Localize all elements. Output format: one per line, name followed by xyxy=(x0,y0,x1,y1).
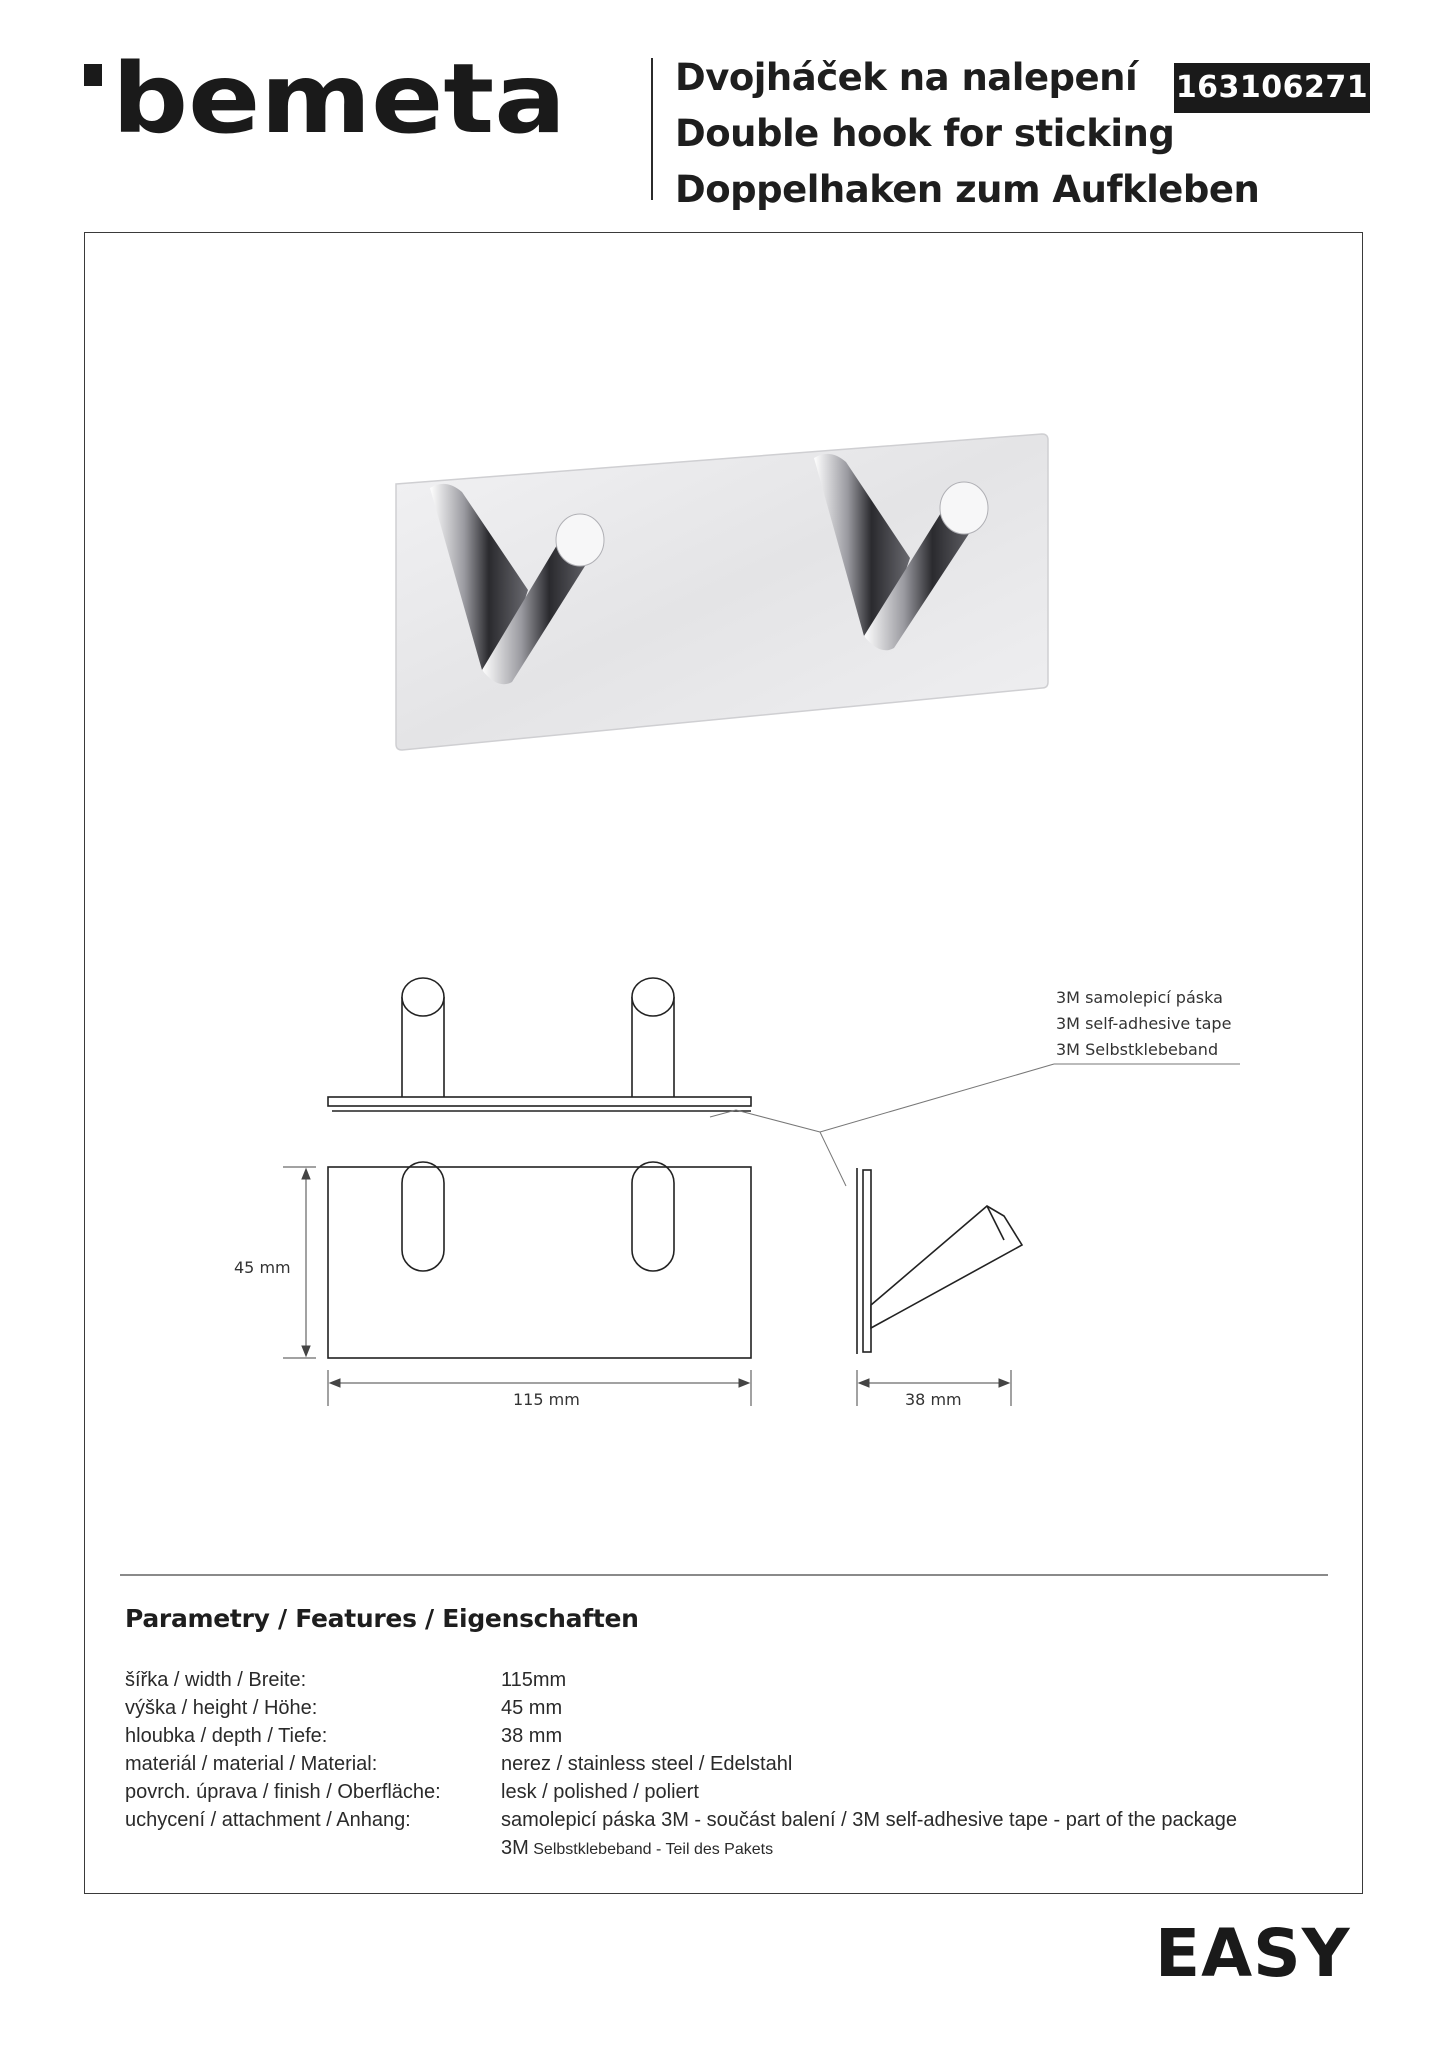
height-label: 45 mm xyxy=(234,1258,291,1277)
title-german: Doppelhaken zum Aufkleben xyxy=(675,168,1260,211)
tape-label-en: 3M self-adhesive tape xyxy=(1056,1014,1232,1033)
header-divider xyxy=(651,58,653,200)
spec-value: 38 mm xyxy=(501,1725,563,1747)
product-code-badge: 163106271 xyxy=(1174,63,1370,113)
spec-value: nerez / stainless steel / Edelstahl xyxy=(501,1753,793,1775)
features-heading: Parametry / Features / Eigenschaften xyxy=(125,1604,639,1633)
spec-row-attachment xyxy=(125,1806,1345,1834)
product-photo xyxy=(390,420,1050,760)
section-divider xyxy=(120,1574,1328,1576)
top-view xyxy=(328,978,751,1111)
spec-row-finish xyxy=(125,1778,1345,1806)
spec-value: 115mm xyxy=(501,1669,567,1691)
spec-row-material xyxy=(125,1750,1345,1778)
side-view xyxy=(857,1168,1022,1354)
spec-value: lesk / polished / poliert xyxy=(501,1781,699,1803)
spec-label: hloubka / depth / Tiefe: xyxy=(125,1725,328,1747)
spec-label: povrch. úprava / finish / Oberfläche: xyxy=(125,1781,441,1803)
logo-text: bemeta xyxy=(112,52,566,142)
product-line-brand: EASY xyxy=(1155,1915,1351,1992)
spec-extra-prefix: 3M xyxy=(501,1837,529,1859)
technical-drawing xyxy=(200,960,1300,1430)
bemeta-logo xyxy=(84,52,574,142)
spec-label: uchycení / attachment / Anhang: xyxy=(125,1809,411,1831)
title-english: Double hook for sticking xyxy=(675,112,1175,155)
tape-label-cs: 3M samolepicí páska xyxy=(1056,988,1223,1007)
features-table xyxy=(125,1666,1345,1864)
front-view xyxy=(328,1162,751,1358)
tape-leader xyxy=(710,1064,1240,1186)
spec-value: samolepicí páska 3M - součást balení / 3M self-adhesive tape - part of the package xyxy=(501,1809,1237,1831)
width-label: 115 mm xyxy=(513,1390,580,1409)
spec-label: materiál / material / Material: xyxy=(125,1753,378,1775)
spec-value: 45 mm xyxy=(501,1697,563,1719)
spec-row-depth xyxy=(125,1722,1345,1750)
tape-label-de: 3M Selbstklebeband xyxy=(1056,1040,1219,1059)
spec-row-height xyxy=(125,1694,1345,1722)
product-title-block xyxy=(675,50,1259,218)
depth-label: 38 mm xyxy=(905,1390,962,1409)
spec-label: šířka / width / Breite: xyxy=(125,1669,307,1691)
spec-label: výška / height / Höhe: xyxy=(125,1697,318,1719)
spec-attachment-continued xyxy=(501,1834,1345,1864)
spec-extra-rest: Selbstklebeband - Teil des Pakets xyxy=(528,1841,774,1858)
title-czech: Dvojháček na nalepení xyxy=(675,56,1138,99)
spec-row-width xyxy=(125,1666,1345,1694)
